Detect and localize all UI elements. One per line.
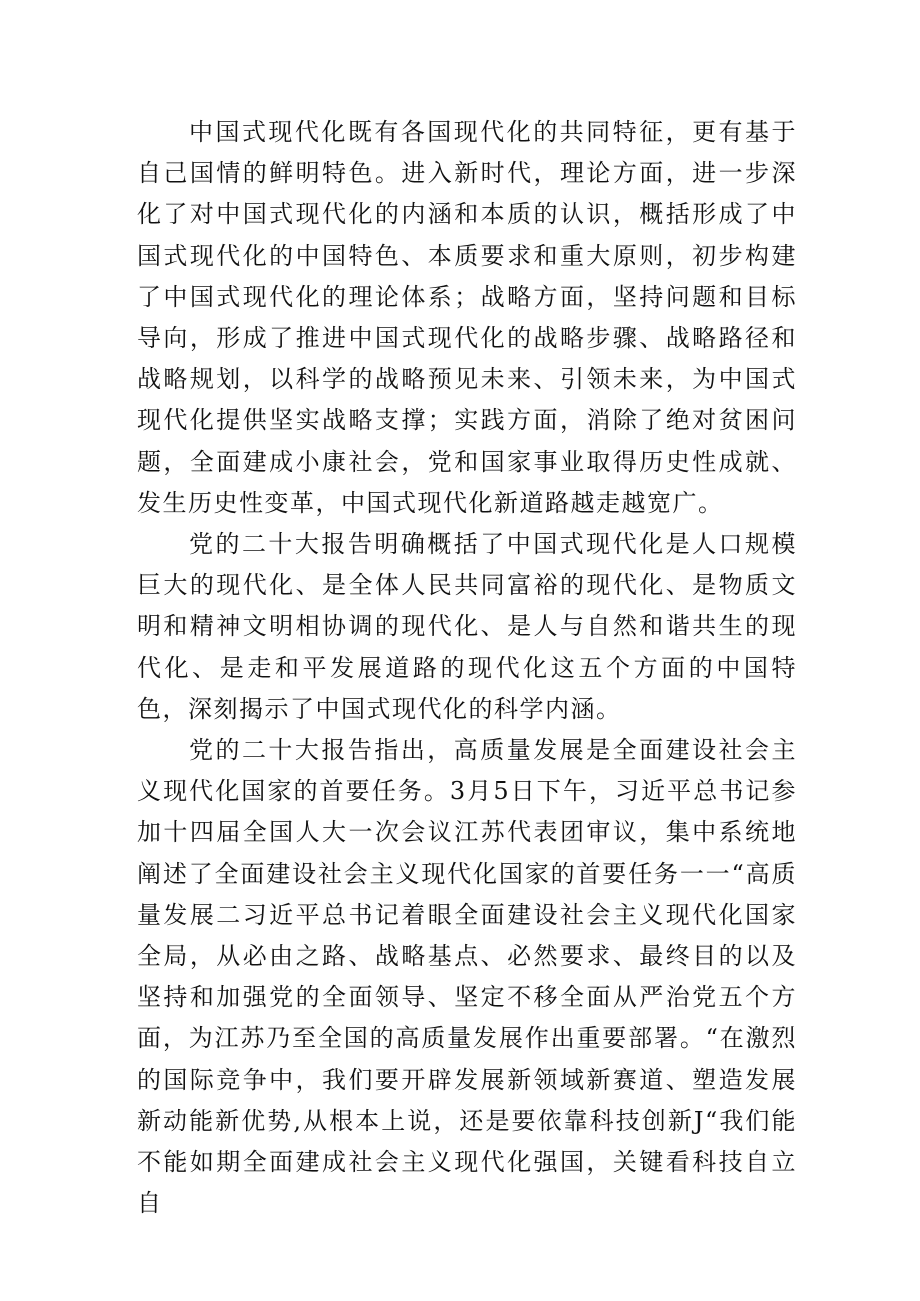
- paragraph-1: 中国式现代化既有各国现代化的共同特征，更有基于自己国情的鲜明特色。进入新时代，理论方面，进一步深化了对中国式现代化的内涵和本质的认识，概括形成了中国式现代化的中国特色、本质要求和重大原则，初步构建了中国式现代化的理论体系；战略方面，坚持问题和目标导向，形成了推进中国式现代化的战略步骤、战略路径和战略规划，以科学的战略预见未来、引领未来，为中国式现代化提供坚实战略支撑；实践方面，消除了绝对贫困问题，全面建成小康社会，党和国家事业取得历史性成就、发生历史性变革，中国式现代化新道路越走越宽广。: [137, 118, 797, 517]
- paragraph-2: 党的二十大报告明确概括了中国式现代化是人口规模巨大的现代化、是全体人民共同富裕的现代化、是物质文明和精神文明相协调的现代化、是人与自然和谐共生的现代化、是走和平发展道路的现代化这五个方面的中国特色，深刻揭示了中国式现代化的科学内涵。: [137, 530, 797, 723]
- paragraph-3: 党的二十大报告指出，高质量发展是全面建设社会主义现代化国家的首要任务。3月5日下午，习近平总书记参加十四届全国人大一次会议江苏代表团审议，集中系统地阐述了全面建设社会主义现代化国家的首要任务一一“高质量发展二习近平总书记着眼全面建设社会主义现代化国家全局，从必由之路、战略基点、必然要求、最终目的以及坚持和加强党的全面领导、坚定不移全面从严治党五个方面，为江苏乃至全国的高质量发展作出重要部署。“在激烈的国际竞争中，我们要开辟发展新领域新赛道、塑造发展新动能新优势,从根本上说，还是要依靠科技创新J“我们能不能如期全面建成社会主义现代化强国，关键看科技自立自: [137, 736, 797, 1218]
- document-body: [137, 112, 797, 1224]
